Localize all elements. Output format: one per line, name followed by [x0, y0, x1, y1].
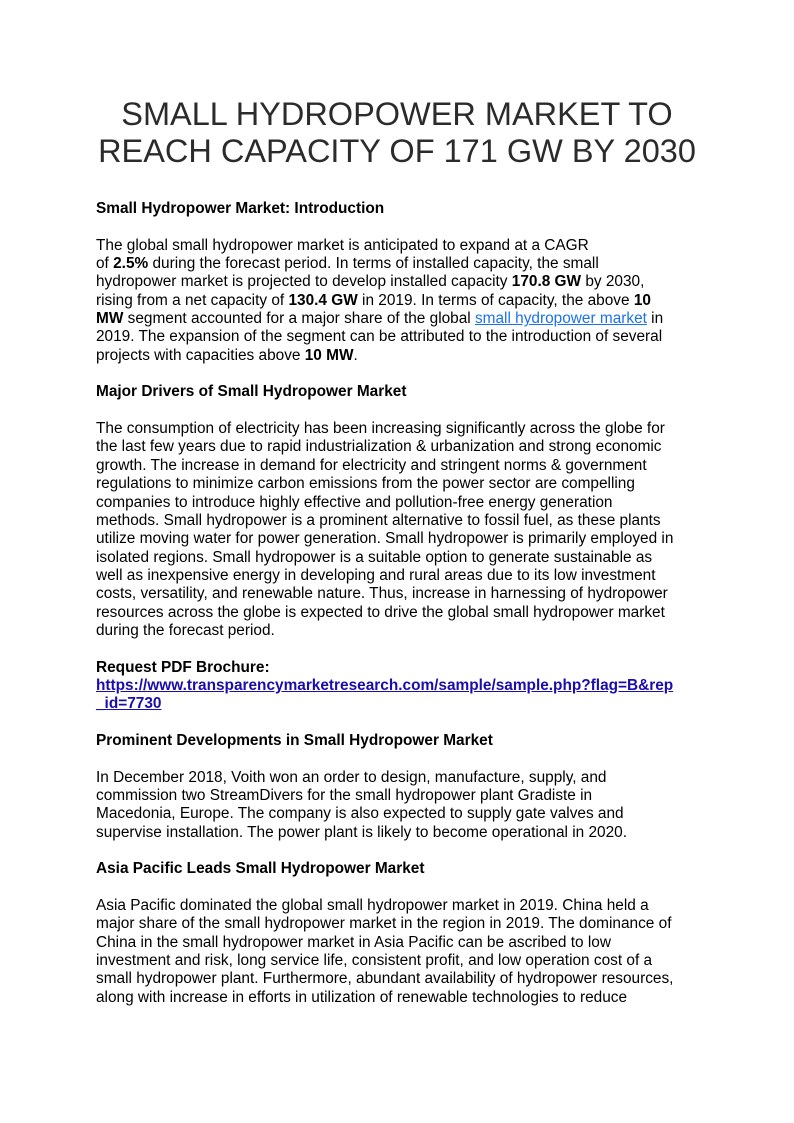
section-paragraph: [96, 897, 716, 1007]
bold-text: 130.4 GW: [288, 291, 358, 309]
text-run: Asia Pacific dominated the global small hydropower market in 2019. China held a: [96, 897, 649, 915]
text-run: segment accounted for a major share of the global: [123, 310, 475, 328]
text-run: commission two StreamDivers for the small hydropower plant Gradiste in: [96, 787, 593, 804]
text-run: companies to introduce highly effective and pollution-free energy generation: [96, 493, 613, 511]
text-line: [96, 530, 716, 548]
text-line: [96, 328, 716, 346]
text-line: [96, 494, 716, 512]
text-run: by 2030,: [581, 273, 645, 291]
text-line: [96, 677, 716, 695]
text-run: investment and risk, long service life, consistent profit, and low operation cost of a: [96, 952, 653, 970]
section-heading: Major Drivers of Small Hydropower Market: [96, 383, 407, 401]
section-paragraph: [96, 769, 716, 842]
text-run: supervise installation. The power plant is likely to become operational in 2020.: [96, 823, 627, 841]
text-run: resources across the globe is expected to drive the global small hydropower market: [96, 603, 665, 621]
text-line: [96, 438, 716, 456]
text-run: regulations to minimize carbon emissions from the power sector are compelling: [96, 475, 635, 493]
text-run: methods. Small hydropower is a prominent alternative to fossil fuel, as these plants: [96, 511, 661, 529]
bold-text: MW: [96, 310, 124, 328]
section-paragraph: [96, 237, 716, 365]
text-line: [96, 970, 716, 988]
bold-text: 170.8 GW: [511, 273, 582, 291]
text-line: [96, 769, 716, 787]
text-run: along with increase in efforts in utilization of renewable technologies to reduce: [96, 988, 628, 1006]
hyperlink[interactable]: _id=7730: [96, 695, 162, 713]
bold-text: 2.5%: [113, 255, 149, 273]
text-line: [96, 585, 716, 603]
text-line: [96, 237, 716, 255]
text-line: [96, 255, 716, 273]
text-run: .: [353, 346, 358, 364]
document-body: [96, 200, 716, 1025]
section-heading: Prominent Developments in Small Hydropower Market: [96, 731, 493, 749]
text-run: small hydropower plant. Furthermore, abundant availability of hydropower resources,: [96, 970, 674, 988]
section-heading: Small Hydropower Market: Introduction: [96, 200, 385, 217]
text-line: [96, 897, 716, 915]
text-line: [96, 695, 716, 713]
text-run: projects with capacities above: [96, 346, 305, 364]
text-line: [96, 622, 716, 640]
text-line: [96, 549, 716, 567]
title-line: REACH CAPACITY OF 171 GW BY 2030: [98, 133, 696, 169]
text-line: [96, 273, 716, 291]
text-line: [96, 420, 716, 438]
text-run: during the forecast period. In terms of installed capacity, the small: [148, 255, 599, 273]
text-line: [96, 952, 716, 970]
text-line: [96, 292, 716, 310]
text-run: isolated regions. Small hydropower is a suitable option to generate sustainable as: [96, 548, 653, 566]
title-line: SMALL HYDROPOWER MARKET TO: [121, 96, 673, 132]
text-line: [96, 805, 716, 823]
document-title: [0, 96, 794, 170]
text-run: costs, versatility, and renewable nature. Thus, increase in harnessing of hydropower: [96, 585, 668, 603]
text-run: China in the small hydropower market in Asia Pacific can be ascribed to low: [96, 933, 611, 951]
text-line: [96, 989, 716, 1007]
hyperlink[interactable]: https://www.transparencymarketresearch.com/sample/sample.php?flag=B&rep: [96, 676, 674, 694]
text-line: [96, 347, 716, 365]
text-run: well as inexpensive energy in developing and rural areas due to its low investment: [96, 566, 656, 584]
text-run: during the forecast period.: [96, 621, 275, 639]
text-line: [96, 915, 716, 933]
text-line: [96, 457, 716, 475]
text-run: in: [646, 310, 664, 328]
text-line: [96, 310, 716, 328]
text-line: [96, 604, 716, 622]
text-run: The consumption of electricity has been increasing significantly across the globe for: [96, 420, 665, 438]
text-line: [96, 824, 716, 842]
section-heading: Request PDF Brochure:: [96, 658, 270, 676]
text-run: in 2019. In terms of capacity, the above: [357, 291, 634, 309]
text-run: the last few years due to rapid industrialization & urbanization and strong economic: [96, 438, 662, 456]
text-run: utilize moving water for power generation. Small hydropower is primarily employed in: [96, 530, 674, 548]
text-run: major share of the small hydropower market in the region in 2019. The dominance of: [96, 915, 672, 933]
text-run: rising from a net capacity of: [96, 291, 289, 309]
bold-text: 10: [633, 291, 651, 309]
section-heading: Asia Pacific Leads Small Hydropower Market: [96, 860, 425, 878]
text-run: 2019. The expansion of the segment can be attributed to the introduction of several: [96, 328, 663, 346]
section-paragraph: [96, 677, 716, 714]
section-paragraph: [96, 420, 716, 640]
text-run: The global small hydropower market is anticipated to expand at a CAGR: [96, 236, 589, 254]
text-line: [96, 512, 716, 530]
text-line: [96, 567, 716, 585]
text-line: [96, 787, 716, 805]
text-run: hydropower market is projected to develop installed capacity: [96, 273, 512, 291]
text-run: growth. The increase in demand for electricity and stringent norms & government: [96, 456, 647, 474]
text-line: [96, 475, 716, 493]
text-line: [96, 934, 716, 952]
bold-text: 10 MW: [304, 346, 354, 364]
text-run: Macedonia, Europe. The company is also expected to supply gate valves and: [96, 805, 624, 823]
text-run: In December 2018, Voith won an order to design, manufacture, supply, and: [96, 768, 607, 786]
text-run: of: [96, 255, 114, 273]
hyperlink[interactable]: small hydropower market: [474, 310, 647, 328]
